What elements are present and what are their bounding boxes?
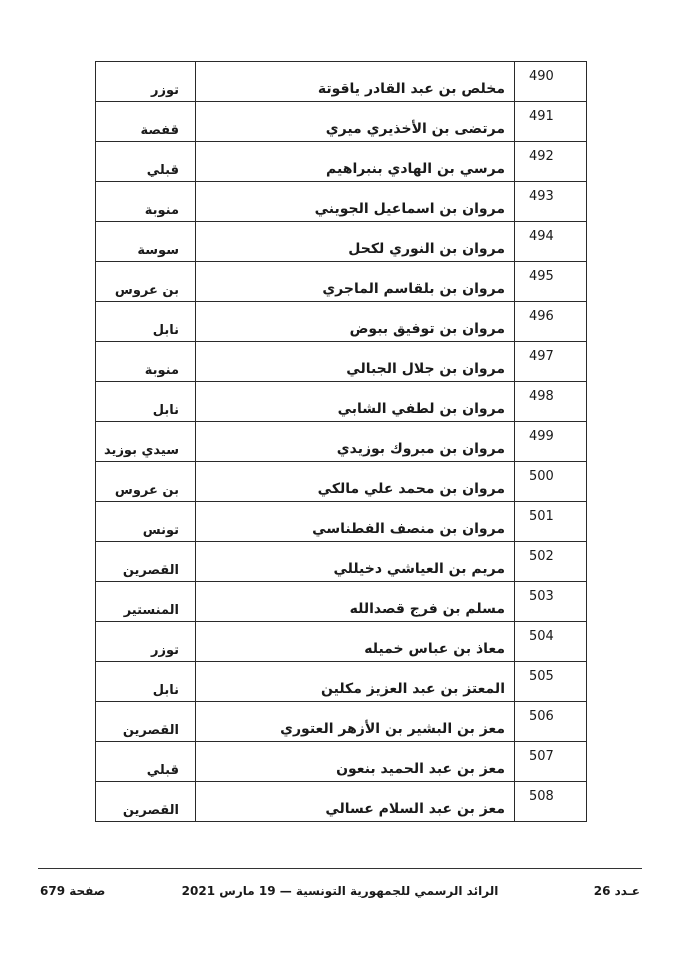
number-cell xyxy=(515,102,587,142)
table-row xyxy=(96,142,587,182)
name-cell xyxy=(196,742,515,782)
name-text: مسلم بن فرج قصدالله xyxy=(349,601,505,617)
region-text: المنستير xyxy=(123,603,179,618)
name-text: مرسي بن الهادي بنبراهيم xyxy=(326,161,505,177)
number-cell xyxy=(515,582,587,622)
region-cell xyxy=(96,622,196,662)
footer-journal-title: الرائد الرسمي للجمهورية التونسية — 19 مارس 2021 xyxy=(181,884,499,898)
region-cell xyxy=(96,62,196,102)
region-cell xyxy=(96,742,196,782)
table-row xyxy=(96,422,587,462)
name-cell xyxy=(196,782,515,822)
name-cell xyxy=(196,542,515,582)
table-row xyxy=(96,742,587,782)
name-cell xyxy=(196,222,515,262)
name-cell xyxy=(196,342,515,382)
region-text: تونس xyxy=(142,523,179,538)
region-text: سوسة xyxy=(137,243,179,258)
region-text: نابل xyxy=(152,323,179,338)
number-text: 501 xyxy=(529,509,554,524)
number-text: 507 xyxy=(529,749,554,764)
name-text: معز بن عبد الحميد بنعون xyxy=(336,761,505,777)
number-text: 502 xyxy=(529,549,554,564)
table-row xyxy=(96,302,587,342)
number-cell xyxy=(515,222,587,262)
number-text: 508 xyxy=(529,789,554,804)
number-text: 503 xyxy=(529,589,554,604)
number-cell xyxy=(515,622,587,662)
name-cell xyxy=(196,182,515,222)
name-cell xyxy=(196,262,515,302)
region-text: القصرين xyxy=(122,563,179,578)
region-text: القصرين xyxy=(122,803,179,818)
number-text: 495 xyxy=(529,269,554,284)
names-table xyxy=(95,61,587,822)
number-cell xyxy=(515,382,587,422)
number-cell xyxy=(515,782,587,822)
name-cell xyxy=(196,662,515,702)
region-text: سيدي بوزيد xyxy=(104,443,179,458)
region-cell xyxy=(96,222,196,262)
name-cell xyxy=(196,582,515,622)
name-text: مروان بن منصف الفطناسي xyxy=(312,521,505,537)
name-text: مروان بن جلال الجبالي xyxy=(346,361,505,377)
number-cell xyxy=(515,742,587,782)
name-cell xyxy=(196,142,515,182)
table-row xyxy=(96,102,587,142)
number-text: 505 xyxy=(529,669,554,684)
region-text: توزر xyxy=(151,83,179,98)
name-text: مروان بن لطفي الشابي xyxy=(337,401,505,417)
name-text: معز بن البشير بن الأزهر العتوري xyxy=(280,721,505,737)
name-cell xyxy=(196,422,515,462)
name-text: مريم بن العياشي دخيللي xyxy=(333,561,505,577)
number-text: 491 xyxy=(529,109,554,124)
region-cell xyxy=(96,502,196,542)
region-cell xyxy=(96,782,196,822)
number-text: 499 xyxy=(529,429,554,444)
number-cell xyxy=(515,142,587,182)
number-cell xyxy=(515,542,587,582)
region-cell xyxy=(96,182,196,222)
number-text: 500 xyxy=(529,469,554,484)
footer-issue-number: عـدد 26 xyxy=(593,884,640,898)
number-cell xyxy=(515,62,587,102)
number-cell xyxy=(515,462,587,502)
number-text: 490 xyxy=(529,69,554,84)
region-text: القصرين xyxy=(122,723,179,738)
region-text: قفصة xyxy=(140,123,179,138)
region-cell xyxy=(96,702,196,742)
number-cell xyxy=(515,342,587,382)
name-cell xyxy=(196,102,515,142)
region-text: بن عروس xyxy=(114,283,179,298)
region-cell xyxy=(96,102,196,142)
region-text: منوبة xyxy=(144,363,179,378)
name-text: مخلص بن عبد القادر ياقوتة xyxy=(317,81,505,97)
name-text: مروان بن توفيق ببوض xyxy=(349,321,505,337)
table-row xyxy=(96,622,587,662)
name-text: مروان بن اسماعيل الجويني xyxy=(314,201,505,217)
table-row xyxy=(96,342,587,382)
table-row xyxy=(96,782,587,822)
number-text: 504 xyxy=(529,629,554,644)
region-cell xyxy=(96,422,196,462)
region-cell xyxy=(96,462,196,502)
region-text: توزر xyxy=(151,643,179,658)
name-cell xyxy=(196,502,515,542)
number-text: 498 xyxy=(529,389,554,404)
number-text: 497 xyxy=(529,349,554,364)
name-cell xyxy=(196,62,515,102)
number-text: 496 xyxy=(529,309,554,324)
number-cell xyxy=(515,502,587,542)
region-cell xyxy=(96,262,196,302)
region-text: نابل xyxy=(152,403,179,418)
name-text: مروان بن مبروك بوزيدي xyxy=(336,441,505,457)
name-text: مرتضى بن الأخذيري ميري xyxy=(325,121,505,137)
number-cell xyxy=(515,422,587,462)
table-row xyxy=(96,582,587,622)
number-text: 494 xyxy=(529,229,554,244)
table-row xyxy=(96,702,587,742)
name-cell xyxy=(196,302,515,342)
table-row xyxy=(96,502,587,542)
number-cell xyxy=(515,262,587,302)
region-cell xyxy=(96,542,196,582)
table-row xyxy=(96,542,587,582)
region-cell xyxy=(96,342,196,382)
table-row xyxy=(96,262,587,302)
footer-divider xyxy=(38,868,642,869)
name-text: مروان بن النوري لكحل xyxy=(348,241,505,257)
region-cell xyxy=(96,582,196,622)
number-text: 492 xyxy=(529,149,554,164)
footer-page-number: صفحة 679 xyxy=(40,884,106,898)
region-cell xyxy=(96,302,196,342)
name-cell xyxy=(196,622,515,662)
region-text: قبلي xyxy=(146,763,179,778)
name-cell xyxy=(196,382,515,422)
region-text: بن عروس xyxy=(114,483,179,498)
region-cell xyxy=(96,662,196,702)
region-cell xyxy=(96,382,196,422)
name-text: المعتز بن عبد العزيز مكلين xyxy=(321,681,505,697)
name-text: مروان بن محمد علي مالكي xyxy=(317,481,505,497)
region-text: نابل xyxy=(152,683,179,698)
table-row xyxy=(96,62,587,102)
number-cell xyxy=(515,182,587,222)
name-text: مروان بن بلقاسم الماجري xyxy=(322,281,505,297)
region-text: منوبة xyxy=(144,203,179,218)
number-cell xyxy=(515,302,587,342)
region-text: قبلي xyxy=(146,163,179,178)
table-row xyxy=(96,182,587,222)
name-text: معز بن عبد السلام عسالي xyxy=(325,801,505,817)
table-row xyxy=(96,222,587,262)
name-text: معاذ بن عباس خميله xyxy=(364,641,505,657)
table-row xyxy=(96,662,587,702)
name-cell xyxy=(196,462,515,502)
number-text: 506 xyxy=(529,709,554,724)
table-row xyxy=(96,462,587,502)
table-row xyxy=(96,382,587,422)
names-table-body xyxy=(96,62,587,822)
number-cell xyxy=(515,662,587,702)
region-cell xyxy=(96,142,196,182)
name-cell xyxy=(196,702,515,742)
number-text: 493 xyxy=(529,189,554,204)
number-cell xyxy=(515,702,587,742)
